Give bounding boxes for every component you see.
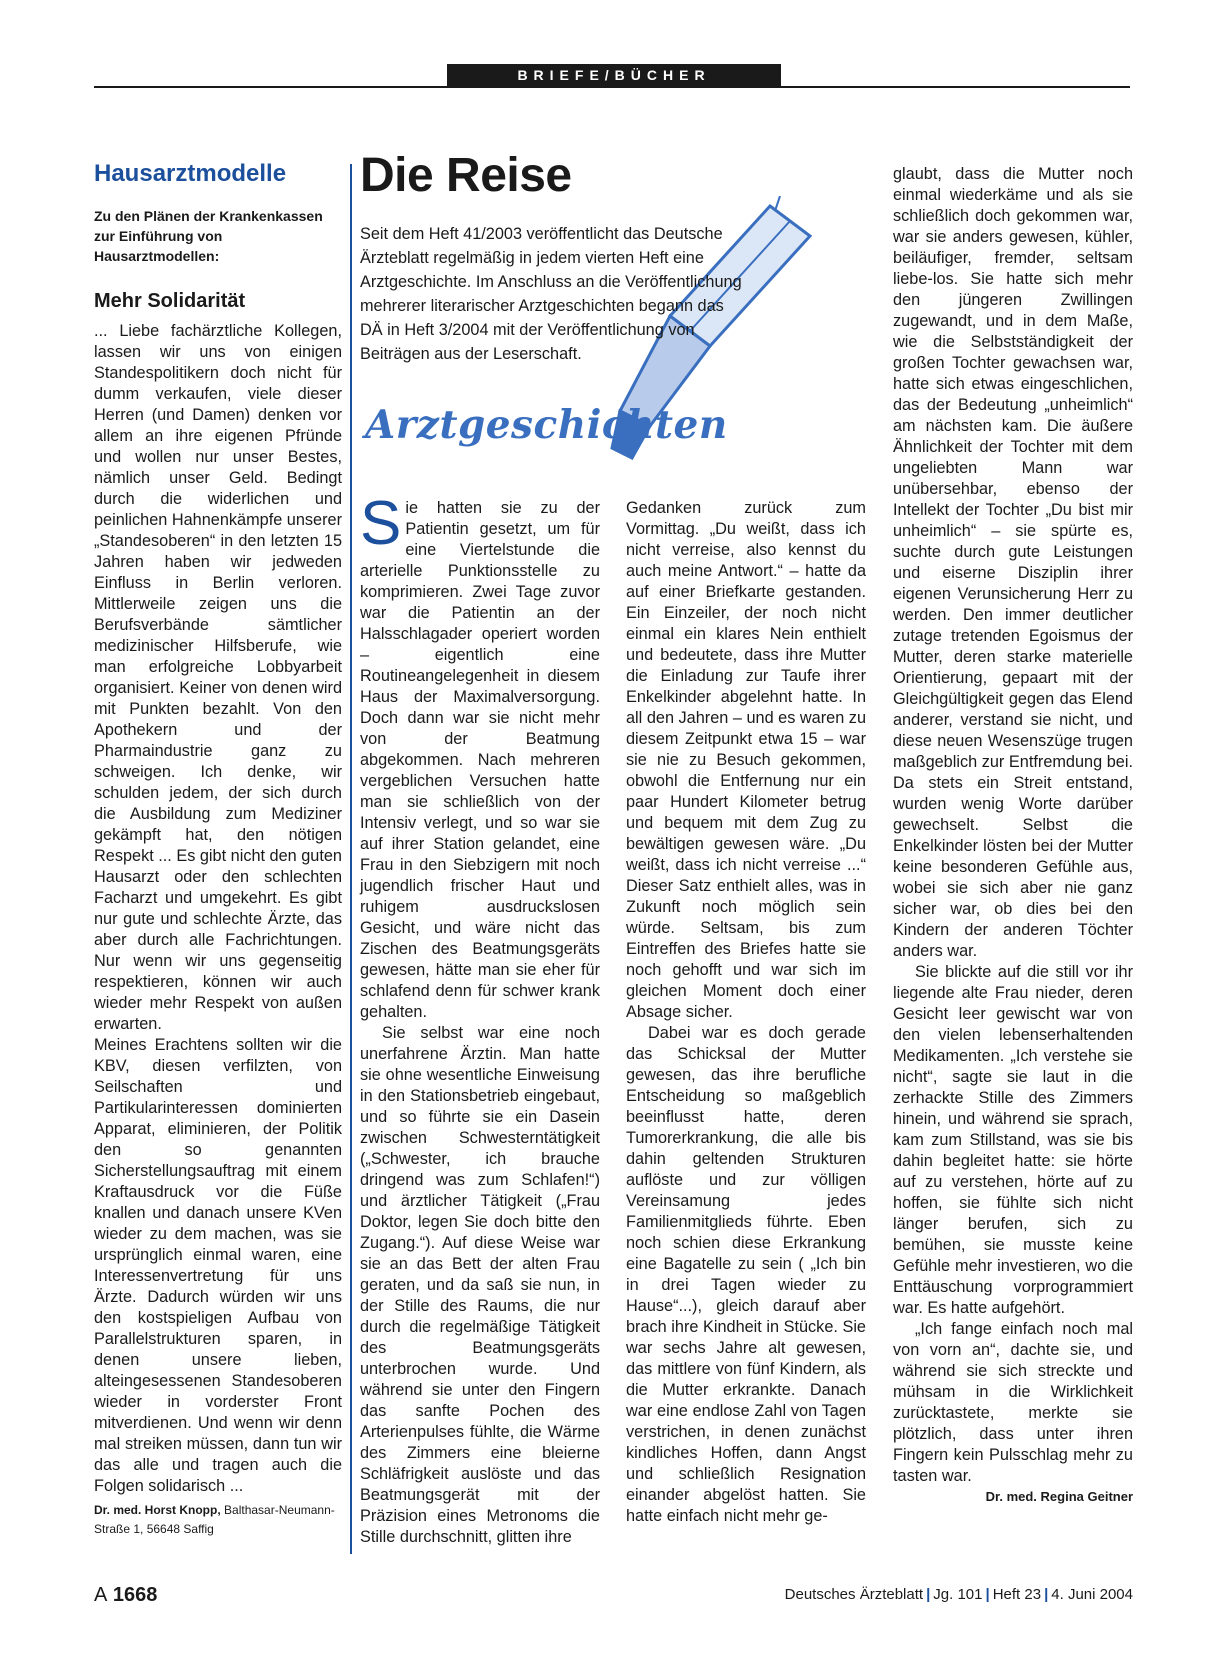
story-text: ie hatten sie zu der Patientin gesetzt, um für eine Viertelstunde die arterielle Punktionsstelle zu komprimieren. Zwei Tage zuvor war die Patientin an der Halsschlagader operiert worden – eigentlich eine Routineangelegenheit in diesem Haus der Maximalversorgung. Doch dann war sie nicht mehr von der Beatmung abgekommen. Nach mehreren vergeblichen Versuchen hatte man sie schließlich von der Intensiv verlegt, und so war sie auf ihrer Station gelandet, eine Frau in den Siebzigern mit noch jugendlich frischer Haut und ruhigem ausdruckslosen Gesicht, und wäre nicht das Zischen des Beatmungsgeräts gewesen, hätte man sie eher für schlafend denn für schwer krank gehalten. [360,499,600,1021]
story-column-1 [360,489,600,1548]
letter-author-name: Dr. med. Horst Knopp, [94,1503,221,1517]
letter-subtitle: Mehr Solidarität [94,290,246,312]
journal-name: Deutsches Ärzteblatt [784,1586,924,1603]
story-column-2 [626,498,866,1527]
story-paragraph [360,489,600,1023]
story-paragraph: Sie selbst war eine noch unerfahrene Ärztin. Man hatte sie ohne wesentliche Einweisung in den Stationsbetrieb eingebaut, und so führte sie ein Dasein zwischen Schwesterntätigkeit („Schwester, ich brauche dringend was zum Schlafen!“) und ärztlicher Tätigkeit („Frau Doktor, legen Sie doch bitte den Zugang.“). Auf diese Weise war sie an das Bett der alten Frau geraten, und da saß sie nun, in der Stille des Raums, die nur durch die regelmäßige Tätigkeit des Beatmungsgeräts unterbrochen wurde. Und während sie unter den Fingern das sanfte Pochen des Arterienpulses fühlte, die Wärme des Zimmers eine bleierne Schläfrigkeit auslöste und das Beatmungsgerät mit der Präzision eines Metronoms die Stille durchschnitt, glitten ihre [360,1024,600,1546]
story-paragraph: Sie blickte auf die still vor ihr liegende alte Frau nieder, deren Gesicht leer gewischt war von den vielen lebenserhaltenden Medikamenten. „Ich verstehe sie nicht“, sagte sie laut in die zerhackte Stille des Zimmers hinein, und während sie sprach, kam zum Stillstand, was sie bis dahin begleitet hatte: sie hörte auf zu verstehen, hörte auf zu hoffen, sie fühlte sich nicht länger berufen, sich zu bemühen, sie musste keine Gefühle mehr investieren, wo die Enttäuschung vorprogrammiert war. Es hatte aufgehört. [893,963,1133,1317]
arztgeschichten-logo: Arztgeschichten [365,402,728,448]
story-signature: Dr. med. Regina Geitner [985,1489,1133,1504]
letter-title: Hausarztmodelle [94,160,287,187]
letter-intro: Zu den Plänen der Krankenkassen zur Einführung von Hausarztmodellen: [94,208,323,264]
header-rule [94,86,1130,88]
story-paragraph: Dabei war es doch gerade das Schicksal der Mutter gewesen, das ihre berufliche Entscheidung so maßgeblich beeinflusst hatte, deren Tumorerkrankung, die alle bis dahin geltenden Strukturen auflöste und zur völligen Vereinsamung jedes Familienmitglieds führte. Eben noch schien diese Erkrankung eine Bagatelle zu sein ( „Ich bin in drei Tagen wieder zu Hause“...), gleich darauf aber brach ihre Kindheit in Stücke. Sie war sechs Jahre alt gewesen, das mittlere von fünf Kindern, als die Mutter erkrankte. Danach war eine endlose Zahl von Tagen verstrichen, in denen zunächst kindliches Hoffen, dann Angst und schließlich Resignation einander abgelöst hatten. Sie hatte einfach nicht mehr ge- [626,1024,866,1525]
letter-body-paragraph-2: Meines Erachtens sollten wir die KBV, diesen verfilzten, von Seilschaften und Partikularinteressen dominierten Apparat, eliminieren, der Politik den so genannten Sicherstellungsauftrag mit einem Kraftausdruck vor die Füße knallen und danach unsere KVen wieder zu dem machen, was sie ursprünglich einmal waren, eine Interessenvertretung für uns Ärzte. Dadurch würden wir uns den kostspieligen Aufbau von Parallelstrukturen sparen, in denen unsere lieben, alteingesessenen Standesoberen wieder in vorderster Front mitverdienen. Und wenn wir denn mal streiken müssen, dann tun wir das alle und tragen auch die Folgen solidarisch ... [94,1036,342,1495]
separator: | [985,1586,990,1603]
letter-column [94,160,342,1539]
letter-body-paragraph-1: ... Liebe fachärztliche Kollegen, lassen wir uns von einigen Standespolitikern doch nicht für dumm verkaufen, viele dieser Herren (und Damen) denken vor allem an ihre eigenen Pfründe und wollen nur unser Bestes, nämlich unser Geld. Bedingt durch die widerlichen und peinlichen Hahnenkämpfe unserer „Standesoberen“ in den letzten 15 Jahren haben wir jedweden Einfluss in Berlin verloren. Mittlerweile zeigen uns die Berufsverbände sämtlicher medizinischer Hilfsberufe, wie man erfolgreiche Lobbyarbeit organisiert. Keiner von denen wird mit Punkten bezahlt. Von den Apothekern und der Pharmaindustrie ganz zu schweigen. Ich denke, wir schulden jedem, der sich durch die Ausbildung zum Mediziner gekämpft hat, den nötigen Respekt ... Es gibt nicht den guten Hausarzt oder den schlechten Facharzt und umgekehrt. Es gibt nur gute und schlechte Ärzte, das aber durch alle Fachrichtungen. Nur wenn wir uns gegenseitig respektieren, können wir auch wieder mehr Respekt von außen erwarten. [94,322,342,1033]
story-paragraph: glaubt, dass die Mutter noch einmal wiederkäme und als sie schließlich doch gekommen war, war sie anders gewesen, kühler, beiläufiger, fremder, seltsam liebe-los. Sie hatte sich mehr den jüngeren Zwillingen zugewandt, und in dem Maße, wie die Selbstständigkeit der großen Tochter gewachsen war, hatte sich etwas eingeschlichen, das der Bedeutung „unheimlich“ am nächsten kam. Die äußere Ähnlichkeit der Tochter mit dem ungeliebten Mann war unübersehbar, ebenso der Intellekt der Tochter „Du bist mir unheimlich“ – sie spürte es, suchte durch gute Leistungen und eiserne Disziplin ihrer eigenen Verunsicherung Herr zu werden. Den immer deutlicher zutage tretenden Egoismus der Mutter, deren starke materielle Orientierung, gepaart mit der Gleichgültigkeit gegen das Elend anderer, verstand sie nicht, und diese neuen Wesenszüge trugen maßgeblich zur Entfremdung bei. Da stets ein Streit entstand, wurden wenig Worte darüber gewechselt. Selbst die Enkelkinder lösten bei der Mutter keine besonderen Gefühle aus, wobei sie sich aber nie ganz sicher war, ob dies bei den Kindern der anderen Töchter anders war. [893,165,1133,960]
article-title: Die Reise [360,149,572,202]
journal-issue: Heft 23 [992,1586,1042,1603]
story-column-3 [893,164,1133,1504]
page-number [94,1584,157,1607]
section-header: BRIEFE/BÜCHER [447,64,781,86]
journal-info [785,1586,1133,1603]
journal-volume: Jg. 101 [933,1586,983,1603]
story-paragraph: „Ich fange einfach noch mal von vorn an“, dachte sie, und während sie sich streckte und mühsam in die Wirklichkeit zurücktastete, merkte sie plötzlich, dass unter ihren Fingern kein Pulsschlag mehr zu tasten war. [893,1320,1133,1485]
letter-author [94,1501,342,1539]
article-intro: Seit dem Heft 41/2003 veröffentlicht das Deutsche Ärzteblatt regelmäßig in jedem vierten Heft eine Arztgeschichte. Im Anschluss an die Veröffentlichung mehrerer literarischer Arztgeschichten begann das DÄ in Heft 3/2004 mit der Veröffentlichung von Beiträgen aus der Leserschaft. [360,225,742,363]
journal-date: 4. Juni 2004 [1051,1586,1133,1603]
page-prefix: A [94,1584,108,1606]
drop-cap: S [360,489,402,558]
separator: | [1044,1586,1049,1603]
story-paragraph: Gedanken zurück zum Vormittag. „Du weißt, dass ich nicht verreise, also kennst du auch meine Antwort.“ – hatte da auf einer Briefkarte gestanden. Ein Einzeiler, der noch nicht einmal ein klares Nein enthielt und bedeutete, dass ihre Mutter die Einladung zur Taufe ihrer Enkelkinder abgelehnt hatte. In all den Jahren – und es waren zu diesem Zeitpunkt etwa 15 – war sie nie zu Besuch gekommen, obwohl die Entfernung nur ein paar Hundert Kilometer betrug und bequem mit dem Zug zu bewältigen gewesen wäre. „Du weißt, dass ich nicht verreise ...“ Dieser Satz enthielt alles, was in Zukunft noch möglich sein würde. Seltsam, bis zum Eintreffen des Briefes hatte sie noch gehofft und war sich im gleichen Moment doch einer Absage sicher. [626,499,866,1021]
letter-author-address: Balthasar-Neumann-Straße 1, 56648 Saffig [94,1503,335,1536]
page-number-value: 1668 [112,1584,158,1606]
separator: | [926,1586,931,1603]
